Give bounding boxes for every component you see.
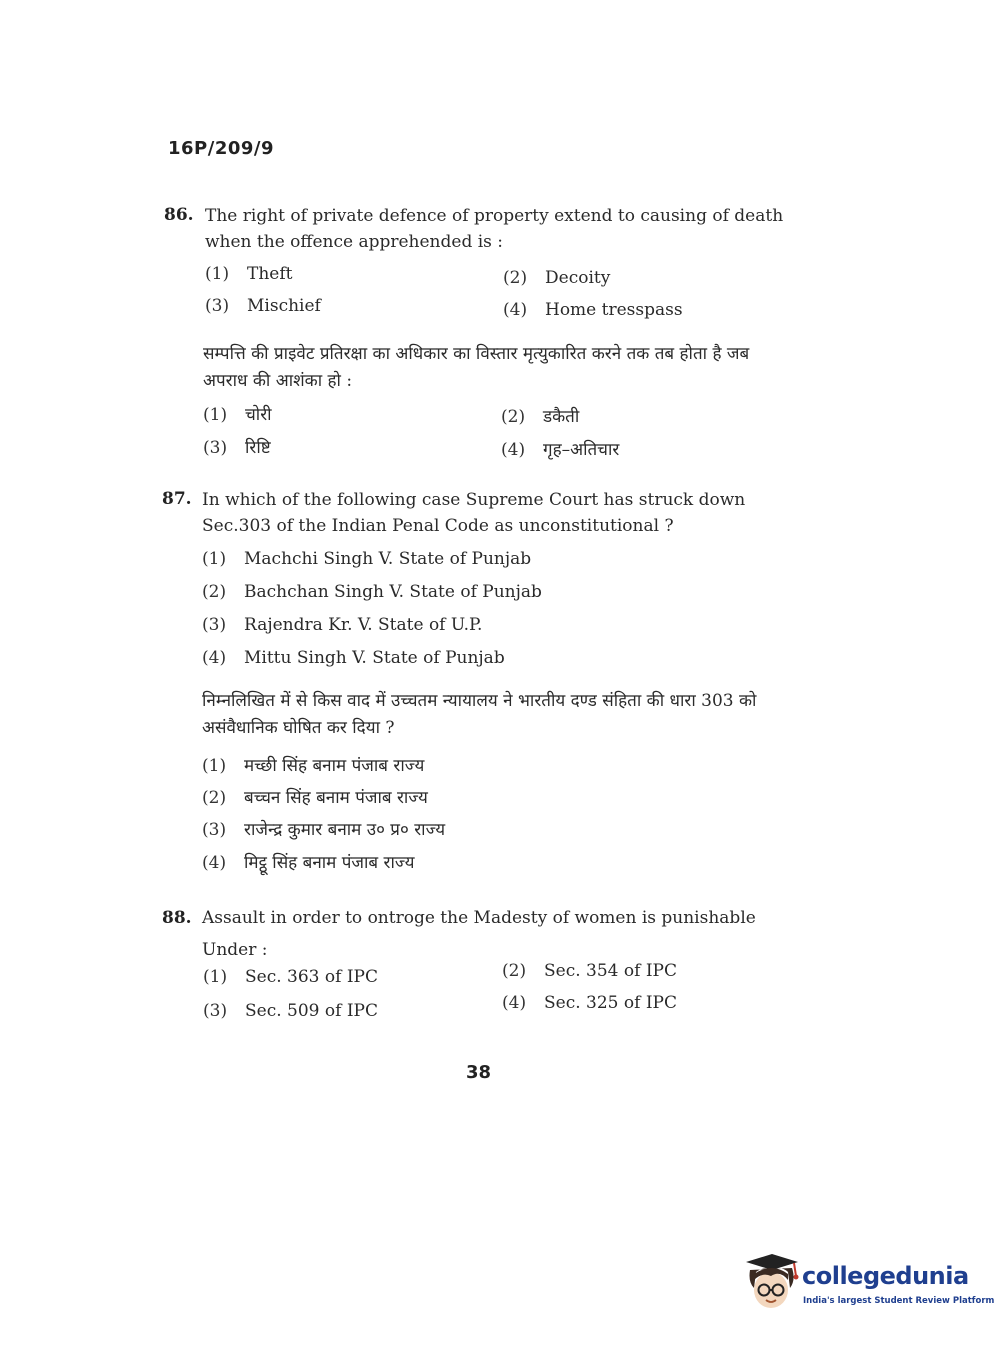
option-label: (3) xyxy=(202,820,227,840)
option-text: Sec. 354 of IPC xyxy=(544,961,677,981)
option xyxy=(202,785,428,808)
question-text-hi: सम्पत्ति की प्राइवेट प्रतिरक्षा का अधिकार का विस्तार मृत्युकारित करने तक तब होता है जब अपराध की आशंका हो : xyxy=(203,344,750,391)
option xyxy=(202,850,414,873)
question-text-en: The right of private defence of property extend to causing of death when the offence apprehended is : xyxy=(205,206,784,252)
option-text: Sec. 325 of IPC xyxy=(544,993,677,1013)
page-number: 38 xyxy=(466,1062,492,1083)
option xyxy=(503,300,683,320)
collegedunia-watermark xyxy=(742,1252,995,1322)
option-text: बच्चन सिंह बनाम पंजाब राज्य xyxy=(244,788,428,808)
option xyxy=(202,582,542,602)
option-label: (3) xyxy=(205,296,230,316)
option-text: Home tresspass xyxy=(545,300,683,320)
question-text-en: Assault in order to ontroge the Madesty of women is punishable Under : xyxy=(202,908,756,960)
option-label: (2) xyxy=(501,407,526,427)
option-label: (4) xyxy=(503,300,528,320)
option xyxy=(501,404,579,427)
option xyxy=(202,648,505,668)
option-label: (3) xyxy=(202,615,227,635)
option-label: (3) xyxy=(203,1001,228,1021)
option-text: Decoity xyxy=(545,268,611,288)
question-number: 87. xyxy=(162,489,192,509)
option-text: Theft xyxy=(247,264,293,284)
question-number: 88. xyxy=(162,908,192,928)
option xyxy=(202,753,424,776)
question-number: 86. xyxy=(164,205,194,225)
option-label: (4) xyxy=(202,853,227,873)
option-text: Rajendra Kr. V. State of U.P. xyxy=(244,615,483,635)
option xyxy=(501,437,619,460)
option-text: चोरी xyxy=(245,405,272,425)
brand-name: collegedunia xyxy=(802,1262,969,1290)
option-label: (4) xyxy=(202,648,227,668)
option-text: मिट्ठू सिंह बनाम पंजाब राज्य xyxy=(244,853,415,873)
brand-tagline: India's largest Student Review Platform xyxy=(803,1296,995,1306)
option-label: (4) xyxy=(501,440,526,460)
option-label: (2) xyxy=(202,582,227,602)
option xyxy=(203,1001,378,1021)
option-text: डकैती xyxy=(543,407,580,427)
option xyxy=(203,967,378,987)
option xyxy=(205,296,321,316)
option-label: (1) xyxy=(203,405,228,425)
option-label: (1) xyxy=(202,756,227,776)
option xyxy=(503,268,610,288)
option-text: Sec. 363 of IPC xyxy=(245,967,378,987)
option-label: (1) xyxy=(202,549,227,569)
option-text: गृह–अतिचार xyxy=(543,440,620,460)
option-label: (1) xyxy=(205,264,230,284)
option-text: Machchi Singh V. State of Punjab xyxy=(244,549,532,569)
option-text: मच्छी सिंह बनाम पंजाब राज्य xyxy=(244,756,425,776)
option-label: (2) xyxy=(503,268,528,288)
option-text: Sec. 509 of IPC xyxy=(245,1001,378,1021)
option-text: Mittu Singh V. State of Punjab xyxy=(244,648,505,668)
option xyxy=(203,435,271,458)
option xyxy=(202,615,482,635)
option-label: (4) xyxy=(502,993,527,1013)
option-text: राजेन्द्र कुमार बनाम उ० प्र० राज्य xyxy=(244,820,446,840)
question-text-en: In which of the following case Supreme Court has struck down Sec.303 of the Indian Penal Code as unconstitutional ? xyxy=(202,490,746,536)
mascot-logo-icon xyxy=(742,1252,800,1314)
question-text-hi: निम्नलिखित में से किस वाद में उच्चतम न्यायालय ने भारतीय दण्ड संहिता की धारा 303 को असंवैधानिक घोषित कर दिया ? xyxy=(202,691,757,738)
option-label: (2) xyxy=(202,788,227,808)
option xyxy=(202,817,445,840)
option-label: (2) xyxy=(502,961,527,981)
option xyxy=(203,402,272,425)
option xyxy=(502,993,677,1013)
option xyxy=(205,264,292,284)
option xyxy=(502,961,677,981)
option-label: (3) xyxy=(203,438,228,458)
option-text: Mischief xyxy=(247,296,321,316)
option-text: Bachchan Singh V. State of Punjab xyxy=(244,582,542,602)
option-label: (1) xyxy=(203,967,228,987)
option xyxy=(202,549,531,569)
paper-code: 16P/209/9 xyxy=(168,138,274,159)
option-text: रिष्टि xyxy=(245,438,271,458)
